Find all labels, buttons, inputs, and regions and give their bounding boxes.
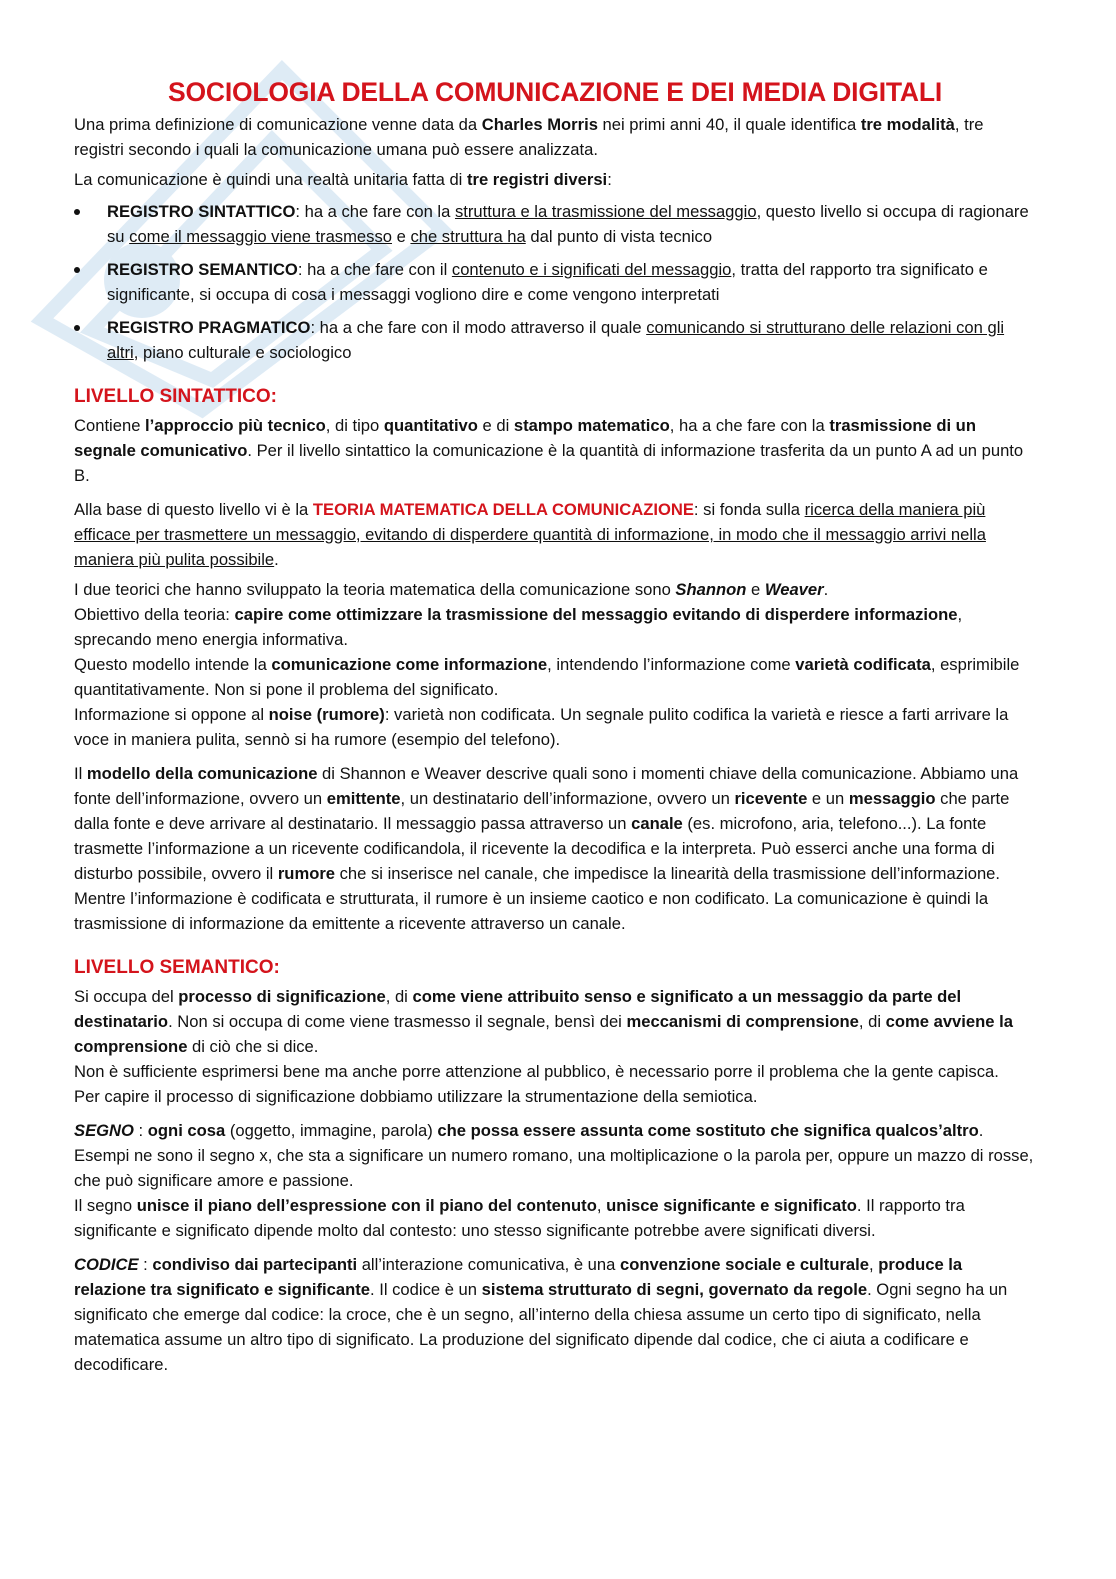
text-run: , sprecando meno energia informativa.: [74, 605, 963, 649]
text-run: emittente: [326, 789, 401, 808]
text-run: Il segno: [74, 1196, 137, 1215]
text-run: che parte dalla fonte e deve arrivare al destinatario. Il messaggio passa attraverso un: [74, 789, 1010, 833]
text-run: rumore: [277, 864, 336, 883]
text-run: REGISTRO SEMANTICO: [107, 260, 298, 279]
text-run: varietà codificata: [795, 655, 931, 674]
text-run: modello della comunicazione: [86, 764, 318, 783]
text-run: , un destinatario dell’informazione, ovvero un: [400, 789, 735, 808]
text-run: : si fonda sulla: [693, 500, 805, 519]
text-run: noise (rumore): [268, 705, 385, 724]
text-run: come avviene la comprensione: [74, 1012, 1013, 1056]
text-run: produce la relazione tra significato e significante: [74, 1255, 963, 1299]
intro-paragraph-2: [74, 167, 1036, 192]
text-run: di ciò che si dice.: [187, 1037, 319, 1056]
text-run: REGISTRO PRAGMATICO: [107, 318, 311, 337]
text-run: processo di significazione: [178, 987, 386, 1006]
text-run: Charles Morris: [481, 115, 598, 134]
text-run: , piano culturale e sociologico: [133, 343, 352, 362]
text-run: ricerca della maniera più efficace per trasmettere un messaggio, evitando di disperdere quantità di informazione, in modo che il messaggio arrivi nella maniera più pulita possibile: [74, 500, 986, 569]
text-run: unisce il piano dell’espressione con il piano del contenuto: [136, 1196, 597, 1215]
registri-list: [74, 199, 1036, 365]
bullet-icon: [74, 325, 80, 331]
text-run: Informazione si oppone al: [74, 705, 269, 724]
text-run: come il messaggio viene trasmesso: [129, 227, 392, 246]
text-run: e: [391, 227, 411, 246]
text-run: , ha a che fare con la: [669, 416, 830, 435]
text-run: nei primi anni 40, il quale identifica: [597, 115, 861, 134]
text-run: Si occupa del: [74, 987, 179, 1006]
text-run: e un: [807, 789, 849, 808]
text-run: tre registri diversi: [466, 170, 608, 189]
text-run: Weaver: [764, 580, 824, 599]
text-run: , di: [385, 987, 413, 1006]
text-run: unisce significante e significato: [606, 1196, 857, 1215]
list-item-text: [107, 260, 988, 304]
text-run: che si inserisce nel canale, che impedisce la linearità della trasmissione dell’informazione. Mentre l’informazione è codificata e strutturata, il rumore è un insieme caotico e non codificato. La comunicazione è quindi la trasmissione di informazione da emittente a ricevente attraverso un canale.: [74, 864, 1001, 933]
text-run: dal punto di vista tecnico: [525, 227, 713, 246]
text-run: , intendendo l’informazione come: [547, 655, 796, 674]
text-run: .: [823, 580, 829, 599]
text-run: . Per il livello sintattico la comunicazione è la quantità di informazione trasferita da un punto A ad un punto B.: [74, 441, 1024, 485]
text-run: :: [133, 1121, 148, 1140]
text-run: , di tipo: [325, 416, 384, 435]
text-run: . Il codice è un: [370, 1280, 482, 1299]
list-item-text: [107, 318, 1004, 362]
heading-livello-sintattico: LIVELLO SINTATTICO:: [74, 386, 277, 407]
text-run: ricevente: [734, 789, 808, 808]
text-run: : ha a che fare con il: [297, 260, 452, 279]
intro-paragraph-1: [74, 112, 1036, 162]
text-run: La comunicazione è quindi una realtà unitaria fatta di: [74, 170, 467, 189]
text-run: :: [138, 1255, 153, 1274]
text-run: Una prima definizione di comunicazione venne data da: [74, 115, 482, 134]
bullet-icon: [74, 209, 80, 215]
text-run: CODICE: [74, 1255, 139, 1274]
text-run: messaggio: [848, 789, 936, 808]
text-run: capire come ottimizzare la trasmissione del messaggio evitando di disperdere informazione: [234, 605, 958, 624]
sintattico-paragraph-4: [74, 761, 1036, 936]
text-run: trasmissione di un segnale comunicativo: [74, 416, 976, 460]
text-run: I due teorici che hanno sviluppato la teoria matematica della comunicazione sono: [74, 580, 676, 599]
text-run: ,: [596, 1196, 607, 1215]
text-run: e: [746, 580, 765, 599]
text-run: contenuto e i significati del messaggio: [451, 260, 732, 279]
list-item-registro-pragmatico: [74, 315, 1036, 365]
text-run: Questo modello intende la: [74, 655, 272, 674]
list-item-text: [107, 202, 1029, 246]
document-page: [74, 76, 1036, 1377]
list-item-registro-semantico: [74, 257, 1036, 307]
text-run: che possa essere assunta come sostituto che significa qualcos’altro: [437, 1121, 979, 1140]
text-run: TEORIA MATEMATICA DELLA COMUNICAZIONE: [312, 500, 694, 519]
codice-paragraph: [74, 1252, 1036, 1377]
sintattico-paragraph-2: [74, 497, 1036, 572]
text-run: , questo livello si occupa di ragionare su: [107, 202, 1029, 246]
text-run: : varietà non codificata. Un segnale pulito codifica la varietà e riesce a farti arrivare la voce in maniera pulita, sennò si ha rumore (esempio del telefono).: [74, 705, 1009, 749]
document-title: SOCIOLOGIA DELLA COMUNICAZIONE E DEI MEDIA DIGITALI: [168, 77, 942, 107]
text-run: , di: [858, 1012, 886, 1031]
text-run: ogni cosa: [147, 1121, 226, 1140]
text-run: stampo matematico: [513, 416, 670, 435]
text-run: REGISTRO SINTATTICO: [107, 202, 296, 221]
text-run: sistema strutturato di segni, governato da regole: [481, 1280, 868, 1299]
text-run: Il: [74, 764, 87, 783]
text-run: . Esempi ne sono il segno x, che sta a significare un numero romano, una moltiplicazione o la parola per, oppure un mazzo di rosse, che può significare amore e passione.: [74, 1121, 1034, 1190]
text-run: .: [274, 550, 279, 569]
text-run: convenzione sociale e culturale: [619, 1255, 869, 1274]
text-run: ,: [868, 1255, 879, 1274]
text-run: Per capire il processo di significazione dobbiamo utilizzare la strumentazione della semiotica.: [74, 1087, 758, 1106]
text-run: : ha a che fare con la: [295, 202, 455, 221]
text-run: , tratta del rapporto tra significato e significante, si occupa di cosa i messaggi vogliono dire e come vengono interpretati: [107, 260, 988, 304]
sintattico-paragraph-1: [74, 413, 1036, 488]
semantico-paragraph-1: [74, 984, 1036, 1109]
text-run: , tre registri secondo i quali la comunicazione umana può essere analizzata.: [74, 115, 984, 159]
text-run: che struttura ha: [410, 227, 526, 246]
text-run: , esprimibile quantitativamente. Non si pone il problema del significato.: [74, 655, 1020, 699]
text-run: struttura e la trasmissione del messaggio: [454, 202, 757, 221]
sintattico-paragraph-3: [74, 577, 1036, 752]
text-run: Contiene: [74, 416, 146, 435]
text-run: come viene attribuito senso e significato a un messaggio da parte del destinatario: [74, 987, 962, 1031]
list-item-registro-sintattico: [74, 199, 1036, 249]
text-run: . Ogni segno ha un significato che emerge dal codice: la croce, che è un segno, all’interno della chiesa assume un certo tipo di significato, nella matematica assume un altro tipo di significato. La produzione del significato dipende dal codice, che ci aiuta a codificare e decodificare.: [74, 1280, 1008, 1374]
text-run: :: [607, 170, 612, 189]
text-run: Obiettivo della teoria:: [74, 605, 235, 624]
text-run: quantitativo: [383, 416, 478, 435]
text-run: e di: [477, 416, 514, 435]
text-run: . Non si occupa di come viene trasmesso il segnale, bensì dei: [168, 1012, 627, 1031]
text-run: comunicando si strutturano delle relazioni con gli altri: [107, 318, 1005, 362]
text-run: comunicazione come informazione: [271, 655, 548, 674]
bullet-icon: [74, 267, 80, 273]
text-run: (oggetto, immagine, parola): [225, 1121, 438, 1140]
text-run: (es. microfono, aria, telefono...). La fonte trasmette l’informazione a un ricevente codificandola, il ricevente la decodifica e la interpreta. Può esserci anche una forma di disturbo possibile, ovvero il: [74, 814, 995, 883]
text-run: all’interazione comunicativa, è una: [357, 1255, 620, 1274]
text-run: condiviso dai partecipanti: [152, 1255, 358, 1274]
text-run: tre modalità: [860, 115, 955, 134]
text-run: canale: [631, 814, 683, 833]
text-run: di Shannon e Weaver descrive quali sono i momenti chiave della comunicazione. Abbiamo una fonte dell’informazione, ovvero un: [74, 764, 1019, 808]
text-run: . Il rapporto tra significante e significato dipende molto dal contesto: uno stesso significante potrebbe avere significati diversi.: [74, 1196, 965, 1240]
text-run: : ha a che fare con il modo attraverso il quale: [310, 318, 647, 337]
text-run: Shannon: [675, 580, 747, 599]
text-run: Alla base di questo livello vi è la: [74, 500, 313, 519]
text-run: meccanismi di comprensione: [626, 1012, 859, 1031]
text-run: Non è sufficiente esprimersi bene ma anche porre attenzione al pubblico, è necessario porre il problema che la gente capisca.: [74, 1062, 999, 1081]
text-run: l’approccio più tecnico: [145, 416, 326, 435]
text-run: SEGNO: [74, 1121, 134, 1140]
heading-livello-semantico: LIVELLO SEMANTICO:: [74, 957, 280, 978]
segno-paragraph: [74, 1118, 1036, 1243]
